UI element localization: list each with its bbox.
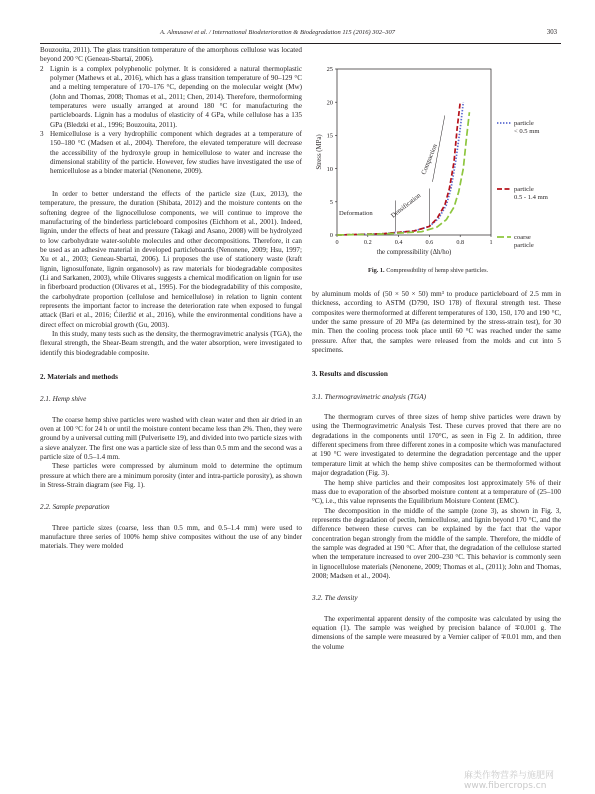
subsection-heading: 2.2. Sample preparation [40,503,110,512]
x-tick-label: 0.6 [425,239,434,246]
paragraph: The thermogram curves of three sizes of hemp shive particles were drawn by using the Thermogravimetric Analysis Test. These curves proved that there are no degradations in the components until 170°C, as seen in Fig 2. In addition, three different specimens from three different zones in a composite which was manufactured at 190 °C were investigated to determine the degradation percentage and the upper temperature limit at which the hemp shive composites can be thermoformed without major degradation (Fig. 3). [312,413,561,478]
x-tick-label: 0 [335,239,339,246]
caption-text: Compressibility of hemp shive particles. [386,267,489,274]
compressibility-chart [315,61,559,267]
y-tick-label: 25 [326,66,333,74]
left-column [40,46,302,552]
legend-label: 0.5 - 1.4 mm [514,194,548,201]
paragraph: These particles were compressed by aluminum mold to determine the optimum pressure at which there are a minimum porosity (inter and intra-particle porosity), as shown in Stress-Strain diagram (see Fig. 1). [40,462,302,490]
list-item-text: Hemicellulose is a very hydrophilic component which degrades at a temperature of 150–180 °C (Madsen et al., 2004). Therefore, the elevated temperature will decrease the accessibility of the hydroxyle group in hemicellulose to water and increase the dimensional stability of the particle. However, few studies have investigated the use of hemicellulose as a binder material (Nenonene, 2009). [50,130,302,176]
journal-citation: A. Almusawi et al. / International Biodeterioration & Biodegradation 115 (2016) 302–307 [160,29,396,36]
continuation-text: by aluminum molds of (50 × 50 × 50) mm³ to produce particleboard of 2.5 mm in thickness, according to ASTM (D790, ISO 178) of flexural strength test. These composites were thermoformed at different temperatures of 130, 150, 170 and 190 °C, under the same pressure of 20 MPa (as determined by the stress-strain test), for 30 min. Then the cooling process took place until 60 °C was reached under the same pressure. After that, the samples were released from the molds and cut into 5 specimens. [312,290,561,355]
y-tick-label: 10 [326,165,333,173]
annotation-deformation: Deformation [339,210,373,217]
legend-label: coarse [514,234,531,241]
x-tick-label: 0.8 [456,239,465,246]
intro-text: Bouzouita, 2011). The glass transition temperature of the amorphous cellulose was located beyond 200 °C (Geneau-Sbartaï, 2006). [40,46,302,64]
section-heading: 3. Results and discussion [312,370,388,379]
paragraph: The coarse hemp shive particles were washed with clean water and then air dried in an oven at 100 °C for 24 h or until the moisture content became less than 2%. Then, they were ground by a universal cutting mill (Pulverisette 19), and divided into two particle sizes with a sieve analyzer. The first one was a particle size of less than 0.5 mm and the second was a particle size of 0.5–1.4 mm. [40,415,302,462]
annotation-densification: Densification [389,192,423,220]
legend-label: particle [514,120,534,127]
paragraph: The hemp shive particles and their composites lost approximately 5% of their mass due to evaporation of the absorbed moisture content at a temperature of (25–100 °C), i.e., this value represents the Equilibrium Moisture Content (EMC). [312,478,561,506]
legend-label: < 0.5 mm [514,128,540,135]
paragraph: The experimental apparent density of the composite was calculated by using the equation (1). The sample was weighed by precision balance of ∓0.001 g. The dimensions of the sample were measured by a Vernier caliper of ∓0.01 mm, and then the volume [312,614,561,651]
list-item [40,65,302,130]
running-header [0,29,595,41]
list-item [40,130,302,177]
subsection-heading: 2.1. Hemp shive [40,395,87,404]
y-axis-label: Stress (MPa) [316,134,323,170]
legend-label: particle [514,242,534,249]
watermark: 麻类作物营养与施肥网 www.fibercrops.cn [464,771,555,791]
list-item-number: 3 [40,130,44,139]
right-column [312,290,561,652]
caption-label: Fig. 1. [368,267,385,274]
paragraph: In order to better understand the effects of the particle size (Lux, 2013), the temperature, the pressure, the duration (Shibata, 2012) and the moisture contents on the softening degree of the lignocellulose components, we will continue to improve the manufacturing of the binderless particleboard composites (Eichhorn et al., 2001). Indeed, lignin, under the effects of heat and pressure (Takagi and Asano, 2008) will be hydrolyzed to low carbohydrate water-soluble molecules and other decompositions. Therefore, it can be used as an adhesive material in developed particleboards (Nenonene, 2009; Hsu, 1997; Xu et al., 2003; Geneau-Sbartaï, 2006). Li proposes the use of stationery waste (kraft lignin, lignosulfonate, lignin organosolv) as raw materials for biodegradable composites (Li and Sarkanen, 2003), while Olivares suggests a chemical modification on lignin for use in fiberboard production (Olivares et al., 1995). For the biodegradability of this composite, the carbohydrate proportion (cellulose and hemicellulose) in relation to lignin content represents the important factor to increase the deterioration rate when exposed to fungal attack (Bari et al., 2016; Ćileržić et al., 2016), while the environmental conditions have a direct effect on microbial growth (Gu, 2003). [40,189,302,329]
subsection-heading: 3.1. Thermogravimetric analysis (TGA) [312,392,426,401]
paragraph: In this study, many tests such as the density, the thermogravimetric analysis (TGA), the flexural strength, the Shear-Beam strength, and the water absorption, were investigated to identify this biodegradable composite. [40,329,302,357]
figure-1 [315,61,559,283]
x-axis-label: the compressibility (Δh/ho) [376,249,452,256]
paragraph: The decomposition in the middle of the sample (zone 3), as shown in Fig. 3, represents the degradation of pectin, hemicellulose, and lignin beyond 170 °C, and the difference between these curves can be explained by the fact that the vapor concentration began strongly from the middle of the sample. Therefore, the middle of the sample was degraded at 190 °C. After that, the degradation of the cellulose started when the temperature increased to over 200–230 °C. This behavior is commonly seen in lignocellulose materials (Nenonene, 2009; Thomas et al., (2011); John and Thomas, 2008; Madsen et al., 2004). [312,506,561,580]
legend-label: particle [514,186,534,193]
paragraph: Three particle sizes (coarse, less than 0.5 mm, and 0.5–1.4 mm) were used to manufacture three series of 100% hemp shive composites without the use of any binder materials. They were molded [40,523,302,551]
y-tick-label: 20 [326,99,333,107]
x-tick-label: 0.2 [363,239,372,246]
subsection-heading: 3.2. The density [312,594,358,603]
annotation-compaction: Compaction [420,143,439,176]
section-heading: 2. Materials and methods [40,373,118,381]
header-rule [40,43,561,44]
list-item-number: 2 [40,64,44,73]
y-tick-label: 5 [329,199,333,206]
y-tick-label: 15 [326,132,333,140]
figure-caption [368,267,488,274]
y-tick-label: 0 [329,232,333,240]
page-number: 303 [546,29,557,36]
x-tick-label: 0.4 [394,239,403,246]
x-tick-label: 1 [489,239,493,246]
list-item-text: Lignin is a complex polyphenolic polymer. It is considered a natural thermoplastic polymer (Mathews et al., 2016), which has a glass transition temperature of 90–129 °C and a melting temperature of 170–176 °C, depending on the molecular weight (Mw) (John and Thomas, 2008; Thomas et al., 2011; Chen, 2014). Therefore, thermoforming temperatures were usually arranged at around 180 °C for manufacturing the particleboards. Lignin has a modulus of elasticity of 4 GPa, while cellulose has a 135 GPa (Bledzki et al., 1996; Bouzouita, 2011). [50,64,302,129]
